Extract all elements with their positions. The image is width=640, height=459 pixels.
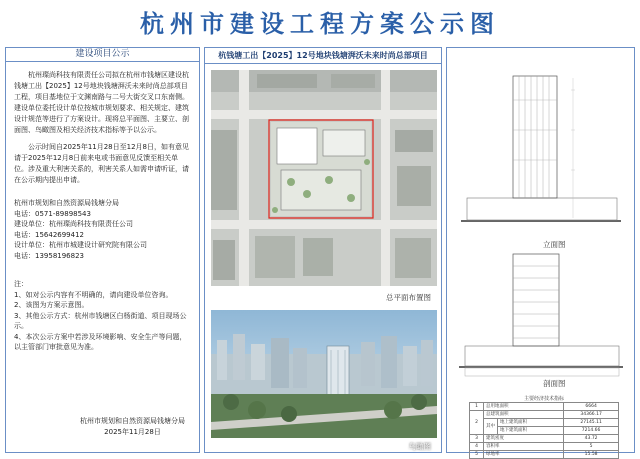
- row-value: 7214.66: [564, 427, 619, 435]
- signature-date: 2025年11月28日: [104, 428, 161, 436]
- aerial-rendering: [211, 310, 437, 438]
- table-row: [470, 451, 619, 459]
- row-name: 地下建筑面积: [498, 427, 564, 435]
- row-number: 5: [470, 451, 484, 459]
- row-number: 1: [470, 403, 484, 411]
- project-drawings-panel: [204, 47, 442, 453]
- section-caption: 剖面图: [543, 379, 566, 388]
- aerial-view-image: [211, 310, 437, 438]
- row-name: 容积率: [484, 443, 564, 451]
- note-line: 注：: [14, 280, 28, 288]
- table-row: [470, 419, 619, 427]
- row-name: 总建筑面积: [484, 411, 564, 419]
- contact-line: 电话：0571-89898543: [14, 209, 91, 218]
- row-value: 27145.11: [564, 419, 619, 427]
- row-name: 建筑密度: [484, 435, 564, 443]
- project-title: 杭钱塘工出【2025】12号地块钱塘湃沃未来时尚总部项目: [205, 48, 441, 64]
- table-row: [470, 435, 619, 443]
- row-number: 3: [470, 435, 484, 443]
- note-line: 3、其他公示方式：杭州市钱塘区白杨街道、项目现场公示。: [14, 311, 187, 330]
- contact-line: 杭州市规划和自然资源局钱塘分局: [14, 199, 119, 207]
- table-row: [470, 411, 619, 419]
- signature-block: [80, 416, 185, 438]
- row-value: 34366.17: [564, 411, 619, 419]
- aerial-caption: 鸟瞰图: [408, 442, 431, 451]
- contact-list: [14, 198, 191, 261]
- row-name: 总用地面积: [484, 403, 564, 411]
- contact-line: 设计单位：杭州市城建设计研究院有限公司: [14, 241, 147, 249]
- site-plan-caption: 总平面布置图: [386, 293, 431, 302]
- elevation-lines: [453, 70, 629, 240]
- note-line: 1、如对公示内容有不明确的，请向建设单位咨询。: [14, 290, 173, 299]
- row-value: 43.72: [564, 435, 619, 443]
- elevation-caption: 立面图: [543, 240, 566, 249]
- announcement-heading: 建设项目公示: [6, 48, 199, 62]
- table-row: [470, 443, 619, 451]
- note-line: 4、本次公示方案中若涉及环境影响、安全生产等问题，以主管部门审批意见为准。: [14, 332, 187, 351]
- indicator-table-title: 主要经济技术指标: [523, 396, 564, 402]
- row-value: 15.58: [564, 451, 619, 459]
- section-lines: [453, 248, 629, 380]
- board-title: 杭州市建设工程方案公示图: [140, 9, 500, 38]
- group-label: 其中: [484, 419, 498, 435]
- announcement-panel: [5, 47, 200, 453]
- note-line: 2、该图为方案示意图。: [14, 301, 89, 309]
- site-plan-image: [211, 70, 437, 286]
- table-row: [470, 403, 619, 411]
- indicator-table: [469, 402, 619, 459]
- row-number: 4: [470, 443, 484, 451]
- row-name: 地上建筑面积: [498, 419, 564, 427]
- contact-line: 建设单位：杭州璨尚科技有限责任公司: [14, 220, 133, 228]
- site-plan-drawing: [211, 70, 437, 286]
- contact-line: 电话：13958196823: [14, 251, 84, 260]
- signature-org: 杭州市规划和自然资源局钱塘分局: [80, 417, 185, 425]
- notes-list: [14, 279, 191, 353]
- announcement-intro: 杭州璨尚科技有限责任公司拟在杭州市钱塘区建设杭钱塘工出【2025】12号地块钱塘湃沃未来时尚总部项目工程，项目基地位于文渊南路与二号大街交叉口东南侧。建设单位委托设计单位按城市规划要求、相关规定、建筑设计规范等进行了方案设计。现将总平面图、主要立、剖面图、鸟瞰图及相关经济技术指标等予以公示。: [14, 71, 189, 134]
- announcement-period: 公示时间自2025年11月28日至12月8日，如有意见请于2025年12月8日前来电或书面意见反馈至相关单位。涉及重大利害关系的，利害关系人如需申请听证，请在公示期内提出申请。: [14, 143, 189, 184]
- section-drawing: [453, 248, 629, 380]
- row-name: 绿地率: [484, 451, 564, 459]
- elevation-section-panel: [446, 47, 635, 457]
- elevation-drawing: [453, 70, 629, 240]
- row-value: 6664: [564, 403, 619, 411]
- contact-line: 电话：15642699412: [14, 230, 84, 239]
- row-value: 5: [564, 443, 619, 451]
- row-number: 2: [470, 411, 484, 435]
